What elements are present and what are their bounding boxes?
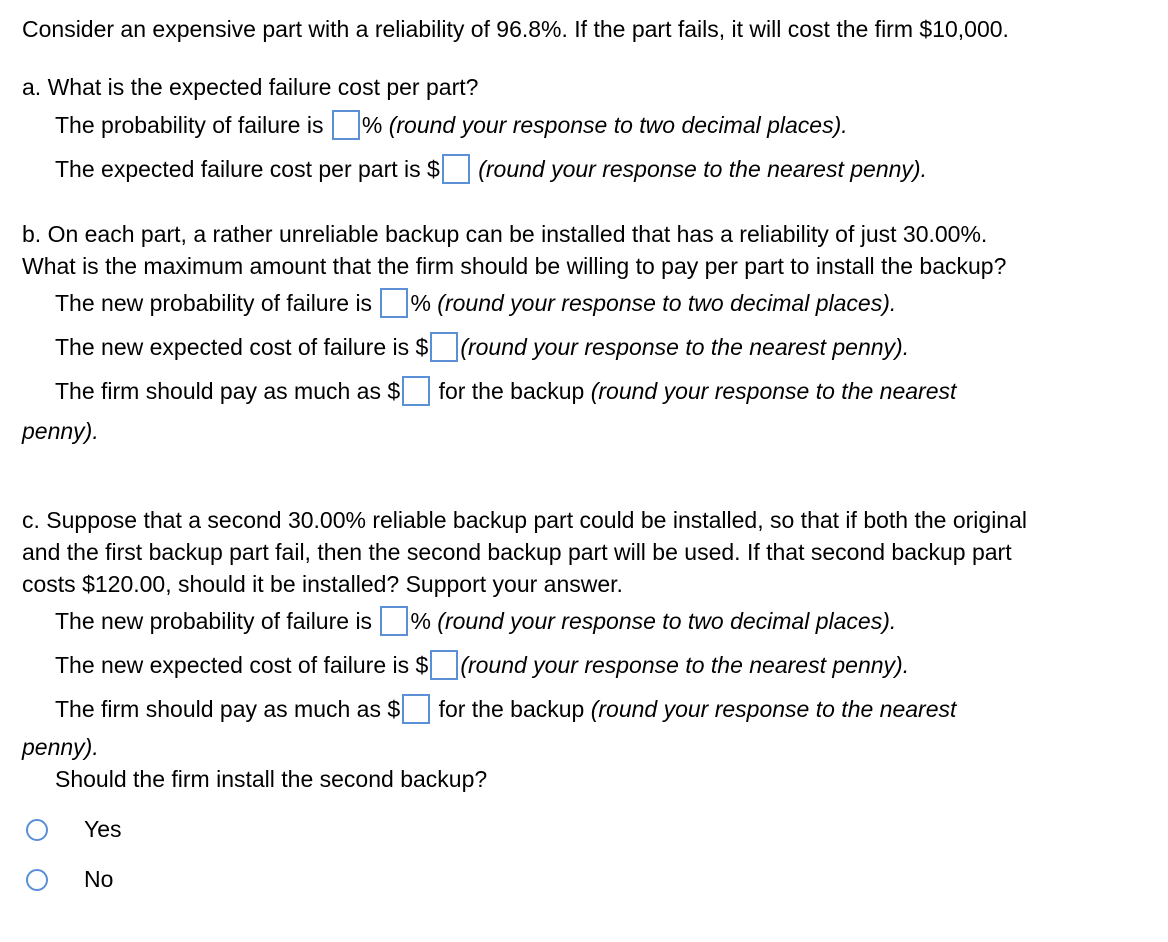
part-c-probability-row (55, 606, 896, 636)
for-backup-label: for the backup (438, 696, 591, 722)
round-instruction: (round your response to the nearest penny). (478, 156, 927, 182)
part-b-question-line1: b. On each part, a rather unreliable backup can be installed that has a reliability of just 30.00%. (22, 221, 988, 247)
round-instruction: (round your response to two decimal places). (430, 290, 897, 316)
percent-label: % (410, 608, 431, 634)
part-c-prob-label: The new probability of failure is (55, 608, 373, 634)
radio-no[interactable] (26, 869, 48, 891)
part-c-cost-label: The new expected cost of failure is $ (55, 652, 429, 678)
part-a-probability-row (55, 110, 848, 140)
part-b-pay-input[interactable] (402, 376, 430, 406)
round-instruction-tail: penny). (22, 734, 99, 760)
round-instruction: (round your response to the nearest (590, 696, 957, 722)
percent-label: % (410, 290, 431, 316)
part-b-pay-row (55, 376, 956, 406)
round-instruction: (round your response to two decimal places). (430, 608, 897, 634)
option-yes-label[interactable]: Yes (84, 816, 122, 842)
part-a-cost-input[interactable] (442, 154, 470, 184)
part-b-question-line2: What is the maximum amount that the firm should be willing to pay per part to install the backup? (22, 253, 1007, 279)
part-c-question-line2: and the first backup part fail, then the second backup part will be used. If that second backup part (22, 539, 1012, 565)
round-instruction: (round your response to the nearest penny). (460, 652, 910, 678)
part-b-probability-input[interactable] (380, 288, 408, 318)
round-instruction-tail: penny). (22, 418, 99, 444)
round-instruction: (round your response to two decimal places). (382, 112, 848, 138)
round-instruction: (round your response to the nearest penny). (460, 334, 910, 360)
round-instruction: (round your response to the nearest (590, 378, 957, 404)
intro-text: Consider an expensive part with a reliability of 96.8%. If the part fails, it will cost the firm $10,000. (22, 16, 1009, 42)
for-backup-label: for the backup (438, 378, 591, 404)
part-a-question: a. What is the expected failure cost per part? (22, 74, 479, 100)
part-c-pay-label: The firm should pay as much as $ (55, 696, 401, 722)
part-a-probability-input[interactable] (332, 110, 360, 140)
part-a-prob-label: The probability of failure is (55, 112, 324, 138)
option-no-label[interactable]: No (84, 866, 114, 892)
option-yes[interactable] (26, 816, 122, 843)
part-b-cost-label: The new expected cost of failure is $ (55, 334, 429, 360)
part-b-probability-row (55, 288, 896, 318)
part-b-cost-input[interactable] (430, 332, 458, 362)
part-c-cost-input[interactable] (430, 650, 458, 680)
part-c-probability-input[interactable] (380, 606, 408, 636)
radio-yes[interactable] (26, 819, 48, 841)
part-c-question-line1: c. Suppose that a second 30.00% reliable backup part could be installed, so that if both the original (22, 507, 1027, 533)
part-c-question-line3: costs $120.00, should it be installed? Support your answer. (22, 571, 623, 597)
install-question: Should the firm install the second backup? (55, 766, 488, 792)
part-a-cost-row (55, 154, 927, 184)
part-a-cost-label: The expected failure cost per part is $ (55, 156, 440, 182)
part-c-pay-input[interactable] (402, 694, 430, 724)
part-c-cost-row (55, 650, 909, 680)
option-no[interactable] (26, 866, 113, 893)
part-b-cost-row (55, 332, 909, 362)
percent-label: % (361, 112, 383, 138)
part-c-pay-row (55, 694, 956, 724)
part-b-pay-label: The firm should pay as much as $ (55, 378, 401, 404)
part-b-prob-label: The new probability of failure is (55, 290, 373, 316)
